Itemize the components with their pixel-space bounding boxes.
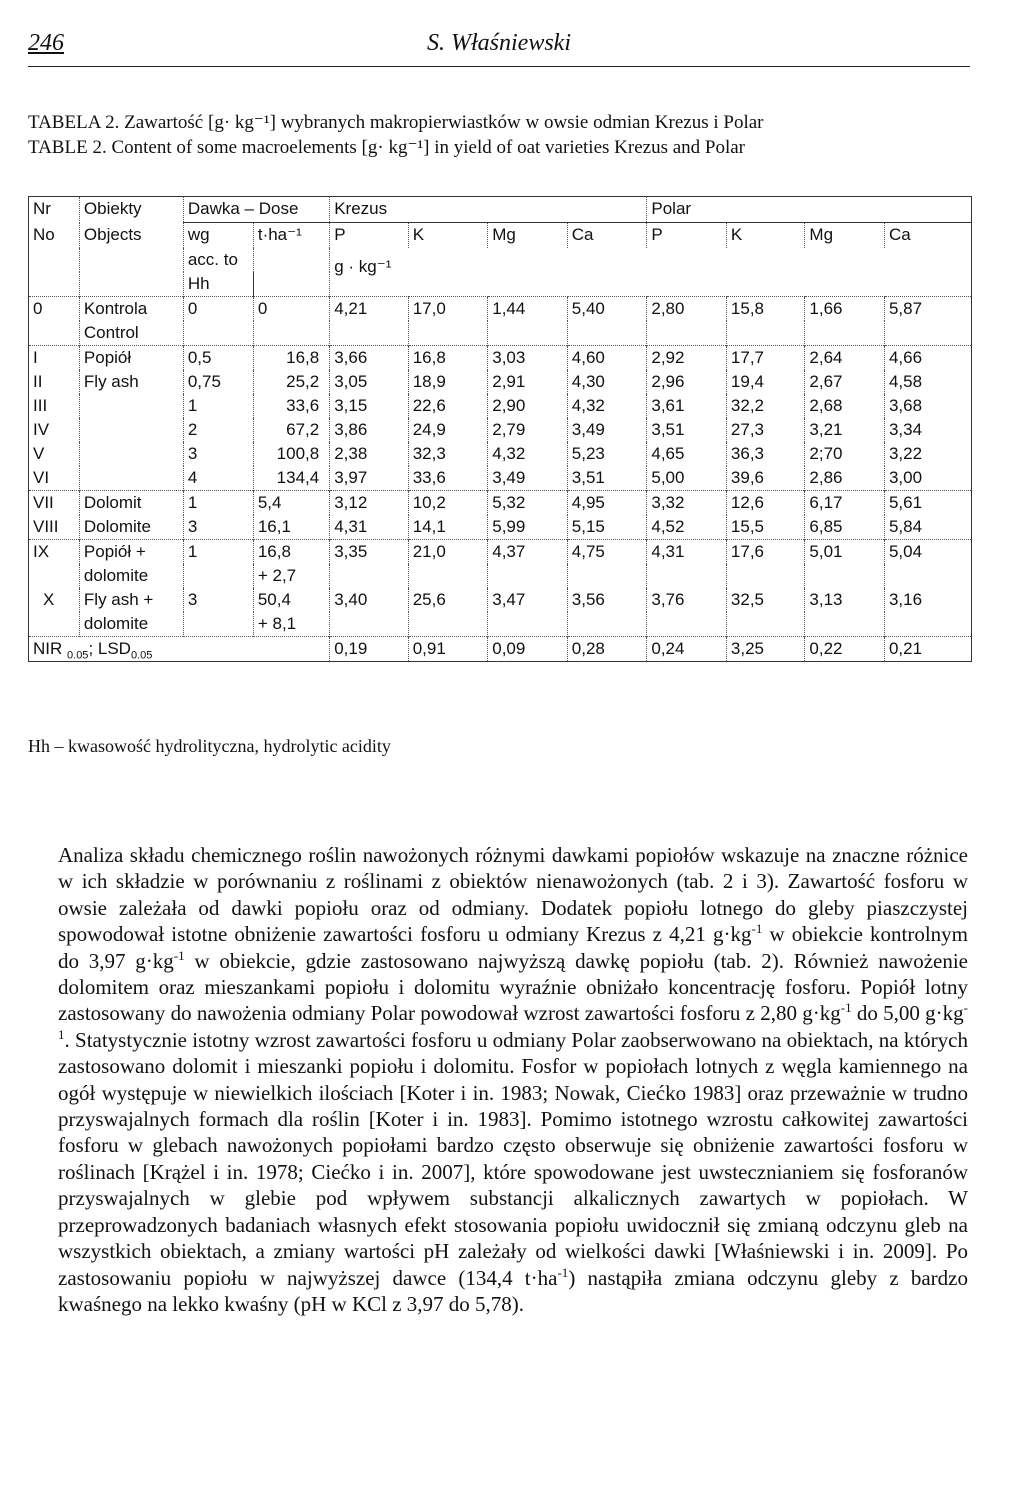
- table-cell: 4,75: [567, 540, 647, 565]
- table-cell: 6,17: [805, 491, 885, 516]
- col-krezus-mg: Mg: [488, 223, 568, 249]
- table-cell: 5,40: [567, 297, 647, 322]
- table-cell: 4,58: [884, 370, 971, 394]
- table-cell: 0,75: [183, 370, 253, 394]
- table-cell: 16,8: [408, 346, 488, 371]
- table-cell: 32,2: [726, 394, 804, 418]
- table-cell: 4: [183, 466, 253, 491]
- table-row: [29, 370, 972, 394]
- table-footnote: Hh – kwasowość hydrolityczna, hydrolytic acidity: [28, 736, 391, 756]
- table-cell: 3,25: [726, 637, 804, 662]
- header-row: [29, 248, 972, 272]
- table-cell: 1: [183, 394, 253, 418]
- table-cell: II: [29, 370, 80, 394]
- table-row: [29, 588, 972, 612]
- table-cell: 3,49: [488, 466, 568, 491]
- table-cell: 0,5: [183, 346, 253, 371]
- table-cell: I: [29, 346, 80, 371]
- col-acc: acc. to: [183, 248, 253, 272]
- table-cell: 17,7: [726, 346, 804, 371]
- table-row: [29, 612, 972, 637]
- table-cell: 4,52: [647, 515, 727, 540]
- table-cell: 1: [183, 540, 253, 565]
- table-cell: 3,76: [647, 588, 727, 612]
- table-cell: 3,05: [330, 370, 408, 394]
- table-cell: 3,49: [567, 418, 647, 442]
- table-cell: 12,6: [726, 491, 804, 516]
- table-cell: 3,56: [567, 588, 647, 612]
- col-hh: Hh: [183, 272, 253, 297]
- table-cell: VII: [29, 491, 80, 516]
- table-row: [29, 297, 972, 322]
- table-cell: 15,8: [726, 297, 804, 322]
- table-cell: 3,03: [488, 346, 568, 371]
- table-cell: 0: [253, 297, 329, 322]
- table-row: [29, 564, 972, 588]
- table-cell: 2,92: [647, 346, 727, 371]
- table-cell: 3,32: [647, 491, 727, 516]
- lsd-row: [29, 637, 972, 662]
- table-cell: 3,12: [330, 491, 408, 516]
- table-cell: 0,09: [488, 637, 568, 662]
- table-cell: 2,64: [805, 346, 885, 371]
- table-cell: III: [29, 394, 80, 418]
- table-cell: 4,21: [330, 297, 408, 322]
- col-polar: Polar: [647, 197, 972, 223]
- table-row: [29, 321, 972, 346]
- body-paragraph: Analiza składu chemicznego roślin nawożonych różnymi dawkami popiołów wskazuje na znaczne różnice w ich składzie w porównaniu z roślinami z obiektów nienawożonych (tab. 2 i 3). Zawartość fosforu w owsie zależała od dawki popiołu oraz od odmiany. Dodatek popiołu lotnego do gleby piaszczystej spowodował istotne obniżenie zawartości fosforu u odmiany Krezus z 4,21 $g\cdot kg^{-1}$ w obiekcie kontrolnym do 3,97 $g\cdot kg^{-1}$ w obiekcie, gdzie zastosowano najwyższą dawkę popiołu (tab. 2). Również nawożenie dolomitem oraz mieszankami popiołu i dolomitu wyraźnie obniżało koncentrację fosforu. Popiół lotny zastosowany do nawożenia odmiany Polar powodował wzrost zawartości fosforu z 2,80 $g\cdot kg^{-1}$ do 5,00 $g\cdot kg^{-1}$. Statystycznie istotny wzrost zawartości fosforu u odmiany Polar zaobserwowano na obiektach, na których zastosowano dolomit i mieszanki popiołu i dolomitu. Fosfor w popiołach lotnych z węgla kamiennego na ogół występuje w niewielkich ilościach [Koter i in. 1983; Nowak, Ciećko 1983] oraz przeważnie w trudno przyswajalnych formach dla roślin [Koter i in. 1983]. Pomimo istotnego wzrostu całkowitej zawartości fosforu w glebach nawożonych popiołami bardzo często obserwuje się obniżenie zawartości fosforu w roślinach [Krążel i in. 1978; Ciećko i in. 2007], które spowodowane jest uwstecznianiem się fosforanów przyswajalnych w glebie pod wpływem substancji alkalicznych zawartych w popiołach. W przeprowadzonych badaniach własnych efekt stosowania popiołu uwidocznił się zmianą odczynu gleb na wszystkich obiektach, a zmiany wartości pH zależały od wielkości dawki [Właśniewski i in. 2009]. Po zastosowaniu popiołu w najwyższej dawce (134,4 $t\cdot ha^{-1}$) nastąpiła zmiana odczynu gleby z bardzo kwaśnego na lekko kwaśny (pH w KCl z 3,97 do 5,78).: [58, 843, 969, 1316]
- table-cell: 1: [183, 491, 253, 516]
- table-cell: 19,4: [726, 370, 804, 394]
- table-cell: 4,60: [567, 346, 647, 371]
- table-row: [29, 442, 972, 466]
- table-cell: Dolomit: [79, 491, 183, 516]
- table-cell: 6,85: [805, 515, 885, 540]
- table-cell: 0,19: [330, 637, 408, 662]
- table-cell: 5,4: [253, 491, 329, 516]
- table-cell: Fly ash: [79, 370, 183, 394]
- table-cell: 0,24: [647, 637, 727, 662]
- table-cell: 3: [183, 515, 253, 540]
- table-cell: 22,6: [408, 394, 488, 418]
- col-krezus-p: P: [330, 223, 408, 249]
- table-cell: 100,8: [253, 442, 329, 466]
- table-cell: 5,04: [884, 540, 971, 565]
- table-cell: 5,84: [884, 515, 971, 540]
- table-cell: 2,68: [805, 394, 885, 418]
- col-dose: Dawka – Dose: [183, 197, 329, 223]
- lsd-label: NIR $_{0.05}$; $LSD_{0.05}$: [29, 637, 330, 662]
- table-cell: 3,66: [330, 346, 408, 371]
- table-cell: 4,37: [488, 540, 568, 565]
- table-cell: 2,90: [488, 394, 568, 418]
- table-cell: 4,66: [884, 346, 971, 371]
- table-cell: dolomite: [79, 612, 183, 637]
- table-cell: V: [29, 442, 80, 466]
- table-cell: 16,8: [253, 346, 329, 371]
- header-row: [29, 223, 972, 249]
- table-cell: 3,13: [805, 588, 885, 612]
- col-tha: t·ha⁻¹: [253, 223, 329, 297]
- table-cell: 36,3: [726, 442, 804, 466]
- table-cell: 3,68: [884, 394, 971, 418]
- table-cell: 3,47: [488, 588, 568, 612]
- table-cell: 3,21: [805, 418, 885, 442]
- col-nr: Nr: [29, 197, 80, 223]
- table-cell: 4,65: [647, 442, 727, 466]
- table-cell: 5,99: [488, 515, 568, 540]
- table-cell: Popiół: [79, 346, 183, 371]
- table-cell: Fly ash +: [79, 588, 183, 612]
- table-cell: 0,91: [408, 637, 488, 662]
- table-cell: 5,01: [805, 540, 885, 565]
- table-cell: 0,28: [567, 637, 647, 662]
- header-row: [29, 197, 972, 223]
- table-cell: 0,22: [805, 637, 885, 662]
- table-cell: 3,15: [330, 394, 408, 418]
- table-cell: IX: [29, 540, 80, 565]
- table-cell: 1,66: [805, 297, 885, 322]
- table-row: [29, 418, 972, 442]
- page-number: 246: [28, 30, 64, 56]
- table-cell: 3,51: [647, 418, 727, 442]
- unit-label: g · kg⁻¹: [330, 248, 972, 297]
- table-row: [29, 394, 972, 418]
- table-cell: 17,6: [726, 540, 804, 565]
- table-cell: 3,22: [884, 442, 971, 466]
- table-cell: 4,30: [567, 370, 647, 394]
- table-row: [29, 515, 972, 540]
- table-cell: 33,6: [408, 466, 488, 491]
- table-cell: 3,40: [330, 588, 408, 612]
- table-captions: [28, 110, 970, 160]
- col-obiekty: Obiekty: [79, 197, 183, 223]
- table-cell: 39,6: [726, 466, 804, 491]
- macroelements-table: [28, 196, 972, 662]
- table-cell: 14,1: [408, 515, 488, 540]
- table-cell: dolomite: [79, 564, 183, 588]
- table-cell: 25,6: [408, 588, 488, 612]
- table-row: [29, 346, 972, 371]
- table-cell: 5,32: [488, 491, 568, 516]
- table-cell: X: [29, 588, 80, 612]
- table-cell: 0: [29, 297, 80, 322]
- col-krezus-k: K: [408, 223, 488, 249]
- table-cell: 16,8: [253, 540, 329, 565]
- table-cell: 5,87: [884, 297, 971, 322]
- table-cell: 18,9: [408, 370, 488, 394]
- table-cell: Dolomite: [79, 515, 183, 540]
- table-cell: 2,86: [805, 466, 885, 491]
- col-objects: Objects: [79, 223, 183, 249]
- table-cell: 4,95: [567, 491, 647, 516]
- table-cell: 2,79: [488, 418, 568, 442]
- table-cell: VIII: [29, 515, 80, 540]
- table-cell: 16,1: [253, 515, 329, 540]
- col-polar-mg: Mg: [805, 223, 885, 249]
- table-cell: 2,96: [647, 370, 727, 394]
- table-cell: 32,3: [408, 442, 488, 466]
- table-cell: 1,44: [488, 297, 568, 322]
- table-cell: 2,38: [330, 442, 408, 466]
- table-cell: 24,9: [408, 418, 488, 442]
- table-cell: 5,61: [884, 491, 971, 516]
- caption-en: TABLE 2. Content of some macroelements [g· kg⁻¹] in yield of oat varieties Krezus and Polar: [28, 137, 746, 158]
- table-cell: 2;70: [805, 442, 885, 466]
- table-cell: 15,5: [726, 515, 804, 540]
- table-cell: 21,0: [408, 540, 488, 565]
- table-cell: 0,21: [884, 637, 971, 662]
- table-cell: 17,0: [408, 297, 488, 322]
- table-cell: 0: [183, 297, 253, 322]
- col-polar-k: K: [726, 223, 804, 249]
- table-cell: 2,67: [805, 370, 885, 394]
- table-cell: 3: [183, 588, 253, 612]
- table-cell: 4,31: [647, 540, 727, 565]
- table-cell: 4,31: [330, 515, 408, 540]
- col-wg: wg: [183, 223, 253, 249]
- col-polar-ca: Ca: [884, 223, 971, 249]
- table-cell: + 2,7: [253, 564, 329, 588]
- col-krezus: Krezus: [330, 197, 647, 223]
- table-cell: 2: [183, 418, 253, 442]
- table-cell: 3,86: [330, 418, 408, 442]
- table-cell: 4,32: [567, 394, 647, 418]
- caption-pl: TABELA 2. Zawartość [g· kg⁻¹] wybranych makropierwiastków w owsie odmian Krezus i Polar: [28, 112, 764, 133]
- table-cell: 4,32: [488, 442, 568, 466]
- table-cell: 25,2: [253, 370, 329, 394]
- table-cell: Popiół +: [79, 540, 183, 565]
- table-cell: 10,2: [408, 491, 488, 516]
- table-row: [29, 540, 972, 565]
- col-krezus-ca: Ca: [567, 223, 647, 249]
- table-cell: 3,35: [330, 540, 408, 565]
- table-cell: 2,80: [647, 297, 727, 322]
- table-cell: 3,97: [330, 466, 408, 491]
- col-no: No: [29, 223, 80, 249]
- table-cell: 5,00: [647, 466, 727, 491]
- table-cell: Control: [79, 321, 183, 346]
- table-cell: 3,00: [884, 466, 971, 491]
- table-cell: 134,4: [253, 466, 329, 491]
- table-cell: 32,5: [726, 588, 804, 612]
- table-cell: 50,4: [253, 588, 329, 612]
- table-cell: 5,23: [567, 442, 647, 466]
- table-cell: 3,34: [884, 418, 971, 442]
- table-cell: + 8,1: [253, 612, 329, 637]
- table-cell: 3,61: [647, 394, 727, 418]
- table-cell: 33,6: [253, 394, 329, 418]
- running-header: [28, 26, 970, 67]
- table-cell: 3: [183, 442, 253, 466]
- table-cell: IV: [29, 418, 80, 442]
- table-cell: 2,91: [488, 370, 568, 394]
- table-cell: Kontrola: [79, 297, 183, 322]
- table-cell: 3,51: [567, 466, 647, 491]
- table-row: [29, 466, 972, 491]
- table-row: [29, 491, 972, 516]
- table-cell: 5,15: [567, 515, 647, 540]
- table-cell: 67,2: [253, 418, 329, 442]
- table-cell: 27,3: [726, 418, 804, 442]
- table-cell: 3,16: [884, 588, 971, 612]
- col-polar-p: P: [647, 223, 727, 249]
- table-cell: VI: [29, 466, 80, 491]
- running-author: S. Właśniewski: [427, 30, 571, 56]
